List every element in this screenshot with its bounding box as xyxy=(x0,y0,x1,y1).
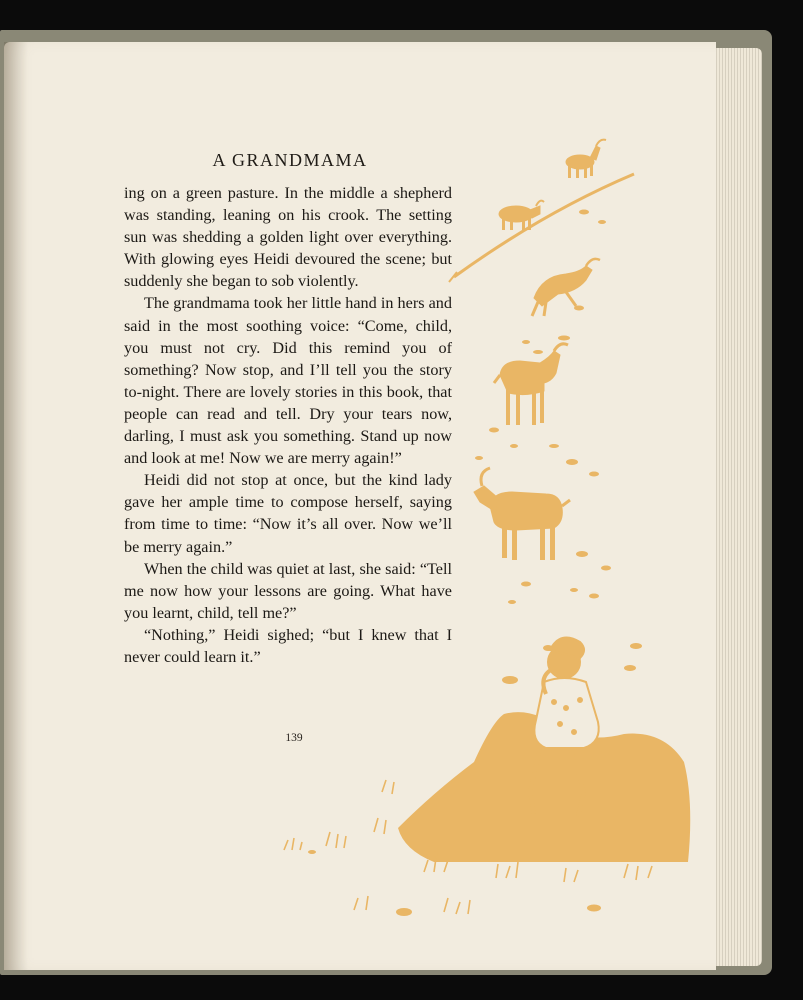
goat-icon xyxy=(566,140,606,178)
book-page xyxy=(4,42,716,970)
gutter-shadow xyxy=(4,42,28,970)
goat-icon xyxy=(494,344,568,425)
paragraph: “Nothing,” Heidi sighed; “but I knew that I never could learn it.” xyxy=(124,625,452,666)
paragraph: Heidi did not stop at once, but the kind lady gave her ample time to compose herself, saying from time to time: “Now it’s all over. Now we’ll be merry again.” xyxy=(124,471,452,556)
goat-icon xyxy=(474,468,570,560)
page-number: 139 xyxy=(285,732,303,744)
goat-icon xyxy=(532,259,600,316)
running-head: A GRANDMAMA xyxy=(212,150,368,170)
goats-and-girl-illustration xyxy=(264,102,714,942)
paragraph: The grandmama took her little hand in hers and said in the most soothing voice: “Come, child, you must not cry. Did this remind you of something? Now stop, and I’ll tell you the story to-night. There are lovely stories in this book, that people can read and tell. Dry your tears now, darling, I must ask you something. Stand up now and look at me! Now we are merry again!” xyxy=(124,294,452,468)
paragraph: ing on a green pasture. In the middle a shepherd was standing, leaning on his crook. The setting sun was shedding a golden light over everything. With glowing eyes Heidi devoured the scene; but suddenly she began to sob violently. xyxy=(124,184,452,291)
hill-ridge-line xyxy=(454,174,634,277)
goat-icon xyxy=(499,201,544,230)
paragraph: When the child was quiet at last, she said: “Tell me now how your lessons are going. What have you learnt, child, tell me?” xyxy=(124,559,452,622)
